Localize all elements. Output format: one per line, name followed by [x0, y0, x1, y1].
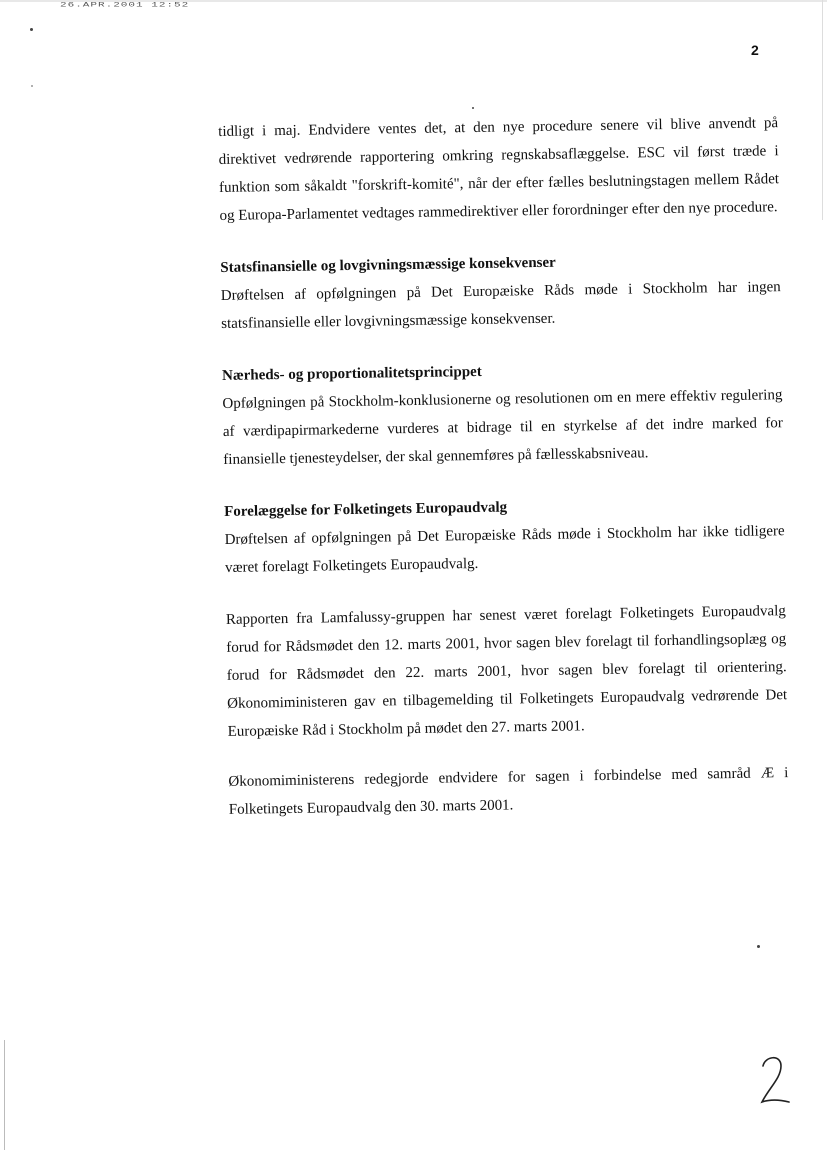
left-margin-mark	[4, 1040, 5, 1150]
section-body-committee: Drøftelsen af opfølgningen på Det Europæiske Råds møde i Stockholm har ikke tidligere været forelagt Folketingets Europaudvalg.	[224, 523, 785, 576]
paragraph-lamfalussy-report: Rapporten fra Lamfalussy-gruppen har senest været forelagt Folketingets Europaudvalg forud for Rådsmødet den 12. marts 2001, hvor sagen blev forelagt til forhandlingsoplæg og forud for Rådsmødet den 22. marts 2001, hvor sagen blev forelagt til orientering. Økonomiministeren gav en tilbagemelding til Folketingets Europaudvalg vedrørende Det Europæiske Råd i Stockholm på mødet den 27. marts 2001.	[225, 603, 788, 740]
scan-speck	[472, 107, 474, 109]
document-body	[218, 109, 789, 824]
section-heading-budget: Statsfinansielle og lovgivningsmæssige konsekvenser	[220, 254, 556, 276]
scan-speck	[30, 28, 33, 31]
section-body-subsidiarity: Opfølgningen på Stockholm-konklusionerne og resolutionen om en mere effektiv regulering af værdipapirmarkederne vurderes at bidrage til en styrkelse af det indre marked for finansielle tjenesteydelser, der skal gennemføres på fællesskabsniveau.	[222, 387, 783, 468]
intro-paragraph: tidligt i maj. Endvidere ventes det, at den nye procedure senere vil blive anvendt på direktivet vedrørende rapportering omkring regnskabsaflæggelse. ESC vil først træde i funktion som såkaldt "forskrift-komité", når der efter fælles beslutningstagen mellem Rådet og Europa-Parlamentet vedtages rammedirektiver eller forordninger efter den nye procedure.	[218, 115, 780, 224]
scan-speck	[31, 85, 33, 87]
paragraph-closing: Økonomiministerens redegjorde endvidere for sagen i forbindelse med samråd Æ i Folketingets Europaudvalg den 30. marts 2001.	[228, 765, 789, 818]
section-heading-committee: Forelæggelse for Folketingets Europaudvalg	[224, 499, 508, 520]
section-heading-subsidiarity: Nærheds- og proportionalitetsprincippet	[221, 363, 482, 384]
section-body-budget: Drøftelsen af opfølgningen på Det Europæiske Råds møde i Stockholm har ingen statsfinansielle eller lovgivningsmæssige konsekvenser.	[220, 279, 781, 332]
scan-speck	[757, 945, 760, 948]
page-number: 2	[751, 42, 759, 58]
right-margin-mark	[822, 0, 823, 220]
fax-header: 26.APR.2001 12:52	[60, 2, 190, 9]
handwritten-page-number	[755, 1052, 795, 1112]
